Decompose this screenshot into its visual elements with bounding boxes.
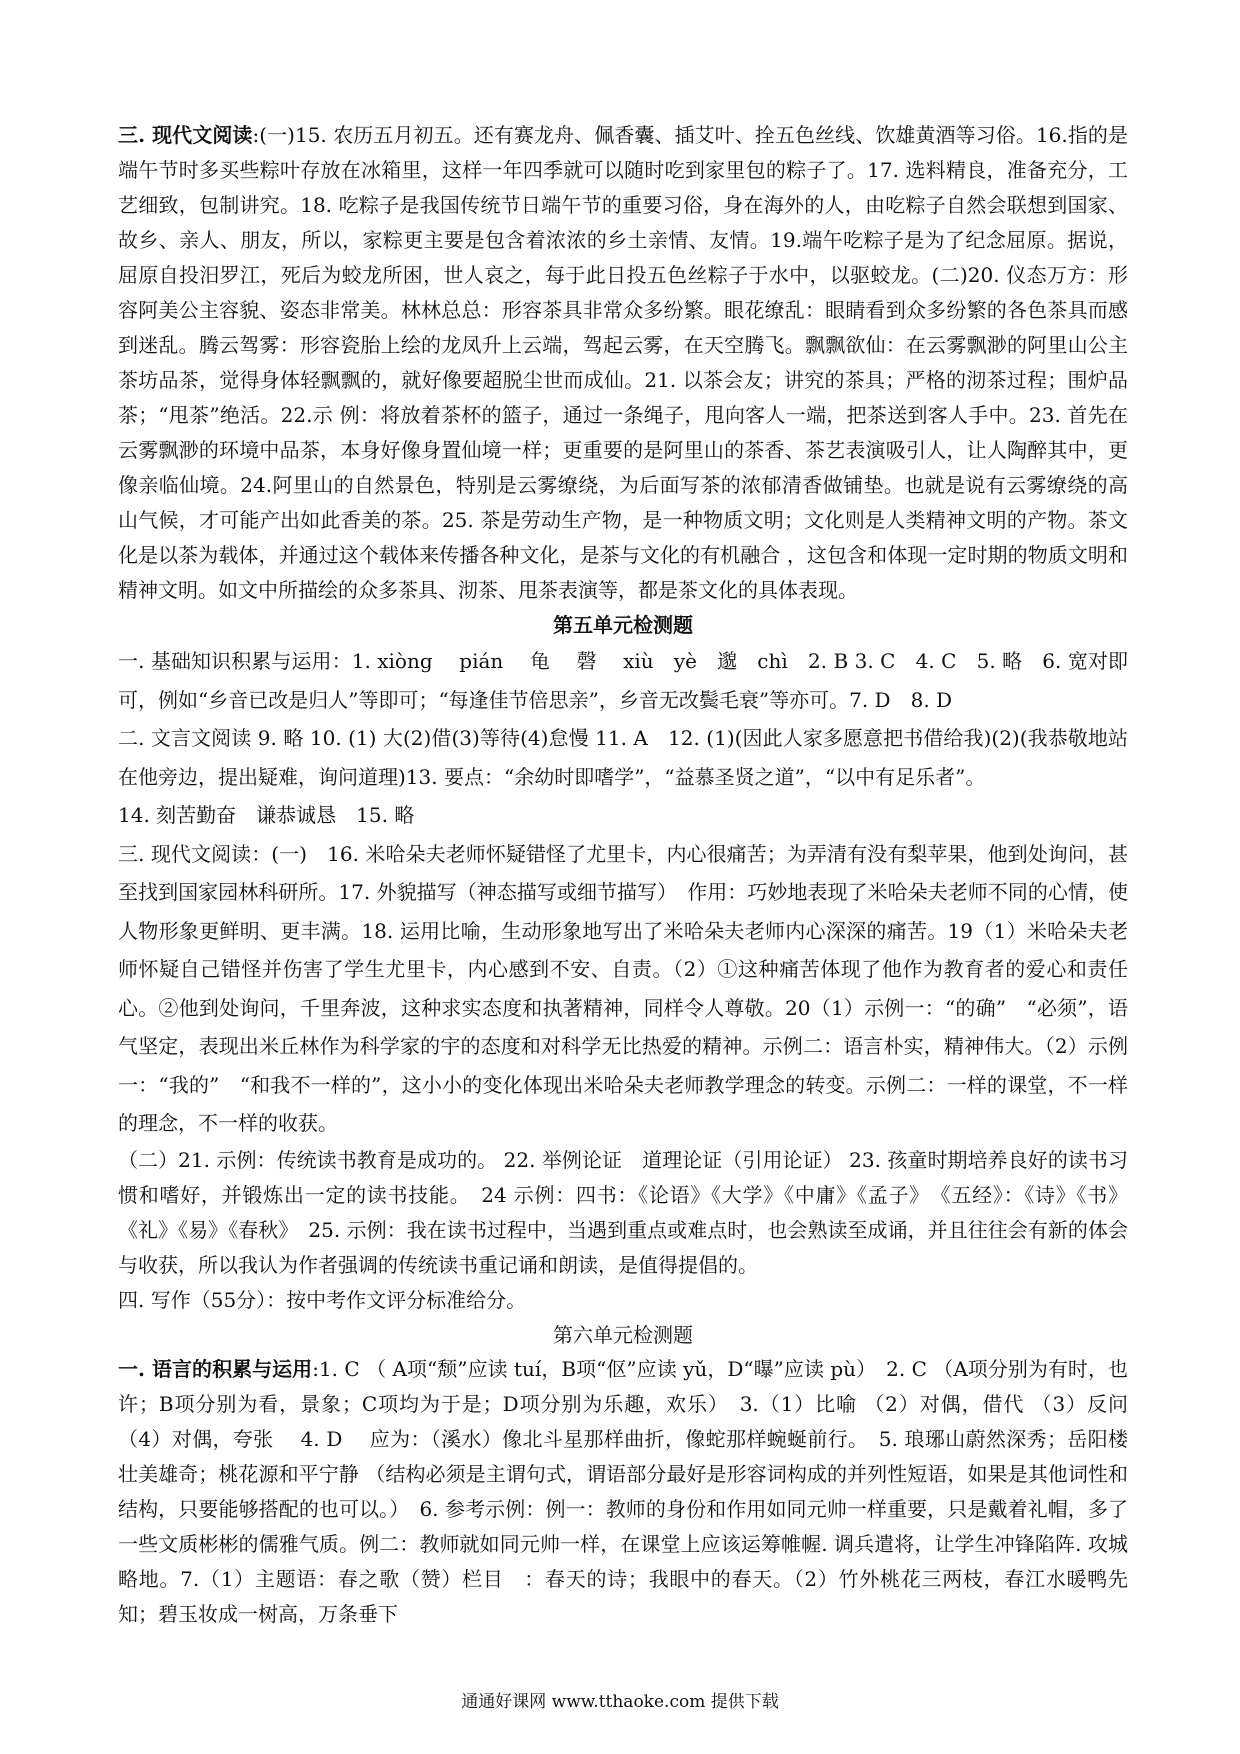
unit6-heading: 一. 语言的积累与运用	[118, 1356, 313, 1381]
section1-text: :(一)15. 农历五月初五。还有赛龙舟、佩香囊、插艾叶、拴五色丝线、饮雄黄酒等习俗。16.指的是端午节时多买些粽叶存放在冰箱里，这样一年四季就可以随时吃到家里包的粽子了。17. 选料精良，准备充分，工艺细致，包制讲究。18. 吃粽子是我国传统节日端午节的重要习俗，身在海外的人，由吃粽子自然会联想到国家、故乡、亲人、朋友，所以，家粽更主要是包含着浓浓的乡土亲情、友情。19.端午吃粽子是为了纪念屈原。据说，屈原自投汨罗江，死后为蛟龙所困，世人哀之，每于此日投五色丝粽子于水中，以驱蛟龙。(二)20. 仪态万方：形容阿美公主容貌、姿态非常美。林林总总：形容茶具非常众多纷繁。眼花缭乱：眼睛看到众多纷繁的各色茶具而感到迷乱。腾云驾雾：形容瓷胎上绘的龙凤升上云端，驾起云雾，在天空腾飞。飘飘欲仙：在云雾飘渺的阿里山公主茶坊品茶，觉得身体轻飘飘的，就好像要超脱尘世而成仙。21. 以茶会友；讲究的茶具；严格的沏茶过程；围炉品茶；“甩茶”绝活。22.示 例：将放着茶杯的篮子，通过一条绳子，甩向客人一端，把茶送到客人手中。23. 首先在云雾飘渺的环境中品茶，本身好像身置仙境一样；更重要的是阿里山的茶香、茶艺表演吸引人，让人陶醉其中，更像亲临仙境。24.阿里山的自然景色，特别是云雾缭绕，为后面写茶的浓郁清香做铺垫。也就是说有云雾缭绕的高山气候，才可能产出如此香美的茶。25. 茶是劳动生产物，是一种物质文明；文化则是人类精神文明的产物。茶文化是以茶为载体，并通过这个载体来传播各种文化，是茶与文化的有机融合 ，这包含和体现一定时期的物质文明和精神文明。如文中所描绘的众多茶具、沏茶、甩茶表演等，都是茶文化的具体表现。	[118, 123, 1128, 602]
section1-paragraph	[118, 118, 1128, 608]
page-footer: 通通好课网 www.tthaoke.com 提供下载	[461, 1692, 779, 1712]
document-page	[118, 118, 1128, 1632]
unit5-part3: 14. 刻苦勤奋 谦恭诚恳 15. 略	[118, 803, 415, 827]
unit5-part1: 一. 基础知识积累与运用：1. xiòng pián 龟 磬 xiù yè 邈 chì 2. B 3. C 4. C 5. 略 6. 宽对即可，例如“乡音已改是归人”等即可；“每逢佳节倍思亲”，乡音无改鬓毛衰”等亦可。7. D 8. D	[118, 649, 1128, 712]
unit6-title: 第六单元检测题	[553, 1322, 693, 1347]
unit5-part4: 三. 现代文阅读：(一) 16. 米哈朵夫老师怀疑错怪了尤里卡，内心很痛苦；为弄清有没有梨苹果，他到处询问，甚至找到国家园林科研所。17. 外貌描写（神态描写或细节描写） 作用：巧妙地表现了米哈朵夫老师不同的心情，使人物形象更鲜明、更丰满。18. 运用比喻，生动形象地写出了米哈朵夫老师内心深深的痛苦。19（1）米哈朵夫老师怀疑自己错怪并伤害了学生尤里卡，内心感到不安、自责。（2）①这种痛苦体现了他作为教育者的爱心和责任心。②他到处询问，千里奔波，这种求实态度和执著精神，同样令人尊敬。20（1）示例一：“的确” “必须”，语气坚定，表现出米丘林作为科学家的宇的态度和对科学无比热爱的精神。示例二：语言朴实，精神伟大。（2）示例一：“我的” “和我不一样的”，这小小的变化体现出米哈朵夫老师教学理念的转变。示例二：一样的课堂，不一样的理念，不一样的收获。	[118, 841, 1128, 1135]
section1-heading: 三. 现代文阅读	[118, 123, 253, 147]
unit6-paragraph	[118, 1352, 1128, 1632]
unit6-text: :1. C （ A项“颓”应读 tuí，B项“伛”应读 yǔ，D“曝”应读 pù） 2. C （A项分别为有时，也许；B项分别为看，景象；C项均为于是；D项分别为乐趣，欢乐） 3.（1）比喻 （2）对偶，借代 （3）反问 （4）对偶，夸张 4. D 应为：（溪水）像北斗星那样曲折，像蛇那样蜿蜒前行。 5. 琅琊山蔚然深秀；岳阳楼壮美雄奇；桃花源和平宁静 （结构必须是主谓句式，谓语部分最好是形容词构成的并列性短语，如果是其他词性和结构，只要能够搭配的也可以。） 6. 参考示例：例一：教师的身份和作用如同元帅一样重要，只是戴着礼帽，多了一些文质彬彬的儒雅气质。例二：教师就如同元帅一样，在课堂上应该运筹帷幄. 调兵遣将，让学生冲锋陷阵. 攻城略地。7.（1）主题语：春之歌（赞）栏目 ：春天的诗；我眼中的春天。（2）竹外桃花三两枝，春江水暖鸭先知；碧玉妆成一树高，万条垂下	[118, 1356, 1128, 1626]
unit5-part2: 二. 文言文阅读 9. 略 10. (1) 大(2)借(3)等待(4)怠慢 11. A 12. (1)(因此人家多愿意把书借给我)(2)(我恭敬地站在他旁边，提出疑难，询问道理)13. 要点：“余幼时即嗜学”，“益慕圣贤之道”，“以中有足乐者”。	[118, 726, 1128, 789]
unit5-part6: 四. 写作（55分）：按中考作文评分标准给分。	[118, 1287, 527, 1312]
unit5-part5: （二）21. 示例：传统读书教育是成功的。 22. 举例论证 道理论证（引用论证） 23. 孩童时期培养良好的读书习惯和嗜好，并锻炼出一定的读书技能。 24 示例：四书：《论语》《大学》《中庸》《孟子》 《五经》：《诗》《书》《礼》《易》《春秋》 25. 示例：我在读书过程中，当遇到重点或难点时，也会熟读至成诵，并且往往会有新的体会与收获，所以我认为作者强调的传统读书重记诵和朗读，是值得提倡的。	[118, 1147, 1128, 1277]
unit5-content	[118, 642, 1128, 1318]
unit5-title: 第五单元检测题	[553, 613, 693, 637]
